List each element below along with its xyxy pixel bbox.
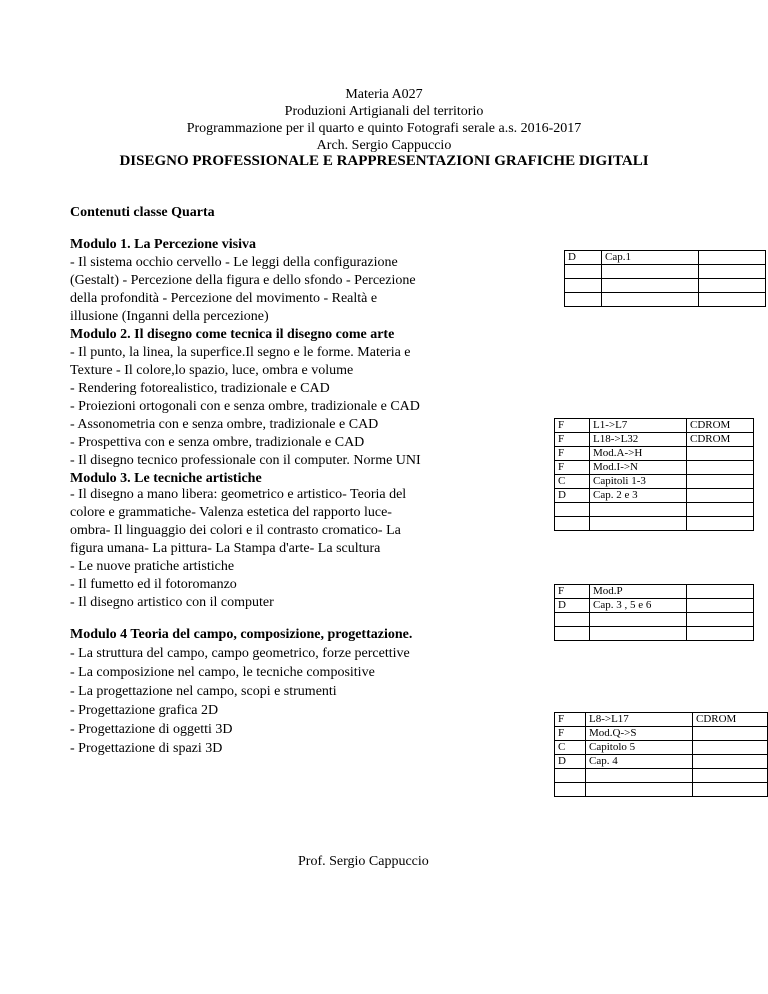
table-cell: F [555, 585, 590, 599]
table-cell [555, 783, 586, 797]
table-cell [693, 755, 768, 769]
table-cell: Mod.I->N [590, 461, 687, 475]
table-cell [590, 627, 687, 641]
table-row [555, 727, 768, 741]
text-line: Modulo 2. Il disegno come tecnica il disegno come arte [70, 327, 395, 342]
table-cell [586, 783, 693, 797]
table-cell [555, 503, 590, 517]
text-line: Modulo 4 Teoria del campo, composizione, progettazione. [70, 627, 413, 642]
table-row [555, 769, 768, 783]
text-line: Modulo 1. La Percezione visiva [70, 237, 256, 252]
table-row [555, 517, 754, 531]
table-cell: Capitoli 1-3 [590, 475, 687, 489]
table-cell [602, 293, 699, 307]
table-cell [565, 293, 602, 307]
table-cell [590, 503, 687, 517]
table-cell [590, 613, 687, 627]
table-cell [699, 279, 766, 293]
text-line: - Il sistema occhio cervello - Le leggi della configurazione [70, 255, 398, 270]
table-cell: Cap. 4 [586, 755, 693, 769]
table-cell [555, 627, 590, 641]
text-line: (Gestalt) - Percezione della figura e dello sfondo - Percezione [70, 273, 416, 288]
text-line: - Progettazione di oggetti 3D [70, 722, 233, 737]
table-cell [555, 613, 590, 627]
reference-table-module-4 [554, 712, 768, 797]
reference-table-module-2 [554, 418, 754, 531]
table-cell [565, 265, 602, 279]
table-row [555, 461, 754, 475]
text-line: Modulo 3. Le tecniche artistiche [70, 471, 262, 486]
text-line: - Le nuove pratiche artistiche [70, 559, 235, 574]
text-line: - Proiezioni ortogonali con e senza ombre, tradizionale e CAD [70, 399, 420, 414]
table-cell: Cap.1 [602, 251, 699, 265]
table-cell [590, 517, 687, 531]
table-cell: C [555, 741, 586, 755]
table-cell [687, 613, 754, 627]
table-row [555, 741, 768, 755]
text-line: - Rendering fotorealistico, tradizionale e CAD [70, 381, 330, 396]
table-cell [687, 517, 754, 531]
table-row [555, 783, 768, 797]
table-cell [687, 447, 754, 461]
table-cell: Mod.P [590, 585, 687, 599]
text-line: - Il disegno tecnico professionale con il computer. Norme UNI [70, 453, 421, 468]
table-cell: D [555, 755, 586, 769]
text-line: - Progettazione grafica 2D [70, 703, 219, 718]
table-row [555, 599, 754, 613]
table-cell [565, 279, 602, 293]
table-cell [693, 769, 768, 783]
table-cell: L8->L17 [586, 713, 693, 727]
table-cell: L18->L32 [590, 433, 687, 447]
table-row [555, 475, 754, 489]
table-row [565, 293, 766, 307]
text-line: - Progettazione di spazi 3D [70, 741, 223, 756]
text-line: - Il punto, la linea, la superfice.Il segno e le forme. Materia e [70, 345, 411, 360]
table-cell: F [555, 713, 586, 727]
section-title: Contenuti classe Quarta [70, 205, 215, 220]
table-cell [699, 251, 766, 265]
table-cell: CDROM [693, 713, 768, 727]
table-cell: D [565, 251, 602, 265]
table-cell [699, 265, 766, 279]
table-cell: F [555, 447, 590, 461]
table-cell [693, 727, 768, 741]
table-row [565, 265, 766, 279]
table-cell: CDROM [687, 419, 754, 433]
text-line: figura umana- La pittura- La Stampa d'arte- La scultura [70, 541, 381, 556]
table-row [555, 613, 754, 627]
text-line: della profondità - Percezione del movimento - Realtà e [70, 291, 378, 306]
table-row [555, 713, 768, 727]
table-row [565, 251, 766, 265]
text-line: - Il disegno a mano libera: geometrico e artistico- Teoria del [70, 487, 407, 502]
header-author: Arch. Sergio Cappuccio [316, 138, 452, 153]
table-cell [687, 599, 754, 613]
table-row [555, 503, 754, 517]
table-row [555, 627, 754, 641]
text-line: - Assonometria con e senza ombre, tradizionale e CAD [70, 417, 379, 432]
table-cell: Capitolo 5 [586, 741, 693, 755]
table-cell: Mod.A->H [590, 447, 687, 461]
text-line: - Il disegno artistico con il computer [70, 595, 274, 610]
table-cell [693, 741, 768, 755]
table-cell [555, 517, 590, 531]
table-cell: F [555, 419, 590, 433]
signature: Prof. Sergio Cappuccio [298, 854, 429, 869]
table-cell [555, 769, 586, 783]
table-cell: D [555, 489, 590, 503]
reference-table-module-3 [554, 584, 754, 641]
table-cell [586, 769, 693, 783]
text-line: illusione (Inganni della percezione) [70, 309, 269, 324]
table-cell: Cap. 3 , 5 e 6 [590, 599, 687, 613]
table-cell: L1->L7 [590, 419, 687, 433]
table-cell [687, 461, 754, 475]
text-line: - La progettazione nel campo, scopi e strumenti [70, 684, 337, 699]
table-cell: CDROM [687, 433, 754, 447]
table-row [555, 419, 754, 433]
table-cell [602, 265, 699, 279]
table-row [555, 433, 754, 447]
table-cell [687, 489, 754, 503]
table-cell: F [555, 727, 586, 741]
table-row [555, 489, 754, 503]
table-row [555, 585, 754, 599]
text-line: Texture - Il colore,lo spazio, luce, ombra e volume [70, 363, 354, 378]
table-row [555, 447, 754, 461]
table-cell: D [555, 599, 590, 613]
table-cell: C [555, 475, 590, 489]
table-cell: F [555, 461, 590, 475]
table-cell [602, 279, 699, 293]
table-cell: Cap. 2 e 3 [590, 489, 687, 503]
text-line: ombra- Il linguaggio dei colori e il contrasto cromatico- La [70, 523, 401, 538]
header-course: Produzioni Artigianali del territorio [284, 104, 484, 119]
document-title: DISEGNO PROFESSIONALE E RAPPRESENTAZIONI GRAFICHE DIGITALI [119, 153, 649, 169]
header-program: Programmazione per il quarto e quinto Fotografi serale a.s. 2016-2017 [186, 121, 582, 136]
table-cell [687, 585, 754, 599]
reference-table-module-1 [564, 250, 766, 307]
table-cell [687, 475, 754, 489]
table-cell [699, 293, 766, 307]
table-cell [687, 627, 754, 641]
table-row [565, 279, 766, 293]
text-line: - La struttura del campo, campo geometrico, forze percettive [70, 646, 410, 661]
text-line: - Il fumetto ed il fotoromanzo [70, 577, 237, 592]
text-line: colore e grammatiche- Valenza estetica del rapporto luce- [70, 505, 392, 520]
header-subject: Materia A027 [345, 87, 423, 102]
table-row [555, 755, 768, 769]
table-cell: Mod.Q->S [586, 727, 693, 741]
text-line: - Prospettiva con e senza ombre, tradizionale e CAD [70, 435, 365, 450]
table-cell [693, 783, 768, 797]
table-cell [687, 503, 754, 517]
table-cell: F [555, 433, 590, 447]
text-line: - La composizione nel campo, le tecniche compositive [70, 665, 375, 680]
